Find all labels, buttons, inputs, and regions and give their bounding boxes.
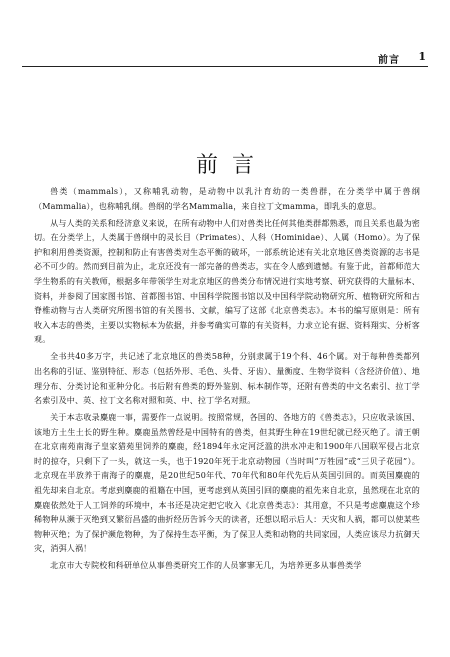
header-title: 前言 (378, 55, 400, 66)
page-title: 前言 (195, 153, 268, 178)
paragraph: 从与人类的关系和经济意义来说，在所有动物中人们对兽类比任何其他类群都熟悉，而且关系也最为密切。在分类学上，人类属于兽纲中的灵长目（Primates）、人科（Hominidae）、人属（Homo）。为了保护和利用兽类资源，控制和防止有害兽类对生态平衡的破坏，一部系统论述有关北京地区兽类资源的志书是必不可少的。然而到目前为止，北京还没有一部完备的兽类志，实在令人感到遗憾。有鉴于此，首都师范大学生物系的有关教师，根据多年带领学生对北京地区的兽类分布情况进行实地考察、研究获得的大量标本、资料，并参阅了国家图书馆、首都图书馆、中国科学院图书馆以及中国科学院动物研究所、植物研究所和古脊椎动物与古人类研究所图书馆的有关图书、文献，编写了这部《北京兽类志》。本书的编写原则是：所有收入本志的兽类，主要以实物标本为依据，并参考确实可靠的有关资料，力求立论有据、资料翔实、分析客观。 (34, 218, 420, 345)
paragraph: 全书共40多万字，共记述了北京地区的兽类58种，分别隶属于19个科、46个属。对于每种兽类都列出名称的引证、鉴别特征、形态（包括外形、毛色、头骨、牙齿）、量衡度、生物学资料（含经济价值）、地理分布、分类讨论和亚种分化。书后附有兽类的野外鉴别、标本制作等，还附有兽类的中文名索引、拉丁学名索引及中、英、拉丁文名称对照和英、中、拉丁学名对照。 (34, 352, 420, 406)
paragraph: 兽类（mammals），又称哺乳动物，是动物中以乳汁育幼的一类兽群，在分类学中属于兽纲（Mammalia），也称哺乳纲。兽纲的学名Mammalia，来自拉丁文mamma，即乳头的意思。 (34, 187, 420, 211)
body-text (34, 185, 420, 576)
running-header (22, 50, 428, 67)
paragraph: 北京市大专院校和科研单位从事兽类研究工作的人员寥寥无几，为培养更多从事兽类学 (50, 561, 362, 571)
paragraph: 关于本志收录麋鹿一事，需要作一点说明。按照常规，各国的、各地方的《兽类志》，只应收录该国、该地方土生土长的野生种。麋鹿虽然曾经是中国特有的兽类，但其野生种在19世纪就已经灭绝了。清王朝在北京南苑南海子皇家猎苑里饲养的麋鹿，经1894年永定河泛滥的洪水冲走和1900年八国联军侵占北京时的掠夺，只剩下了一头，就这一头，也于1920年死于北京动物园（当时叫“万牲园”或“三贝子花园”）。北京现在半放养于南海子的麋鹿，是20世纪50年代、70年代和80年代先后从英国引回的。而英国麋鹿的祖先却来自北京。考虑到麋鹿的祖籍在中国，更考虑到从英国引回的麋鹿的祖先来自北京，虽然现在北京的麋鹿依然处于人工饲养的环境中，本书还是决定把它收入《北京兽类志》：其用意，不只是考虑麋鹿这个珍稀物种从濒于灭绝到又繁衍昌盛的曲折经历告诉今天的读者，还想以昭示后人：天灾和人祸，都可以使某些物种灭绝；为了保护濒危物种，为了保持生态平衡，为了保卫人类和动物的共同家园，人类应该尽力抗御天灾，消弭人祸！ (34, 413, 420, 554)
page-number: 1 (418, 50, 426, 63)
